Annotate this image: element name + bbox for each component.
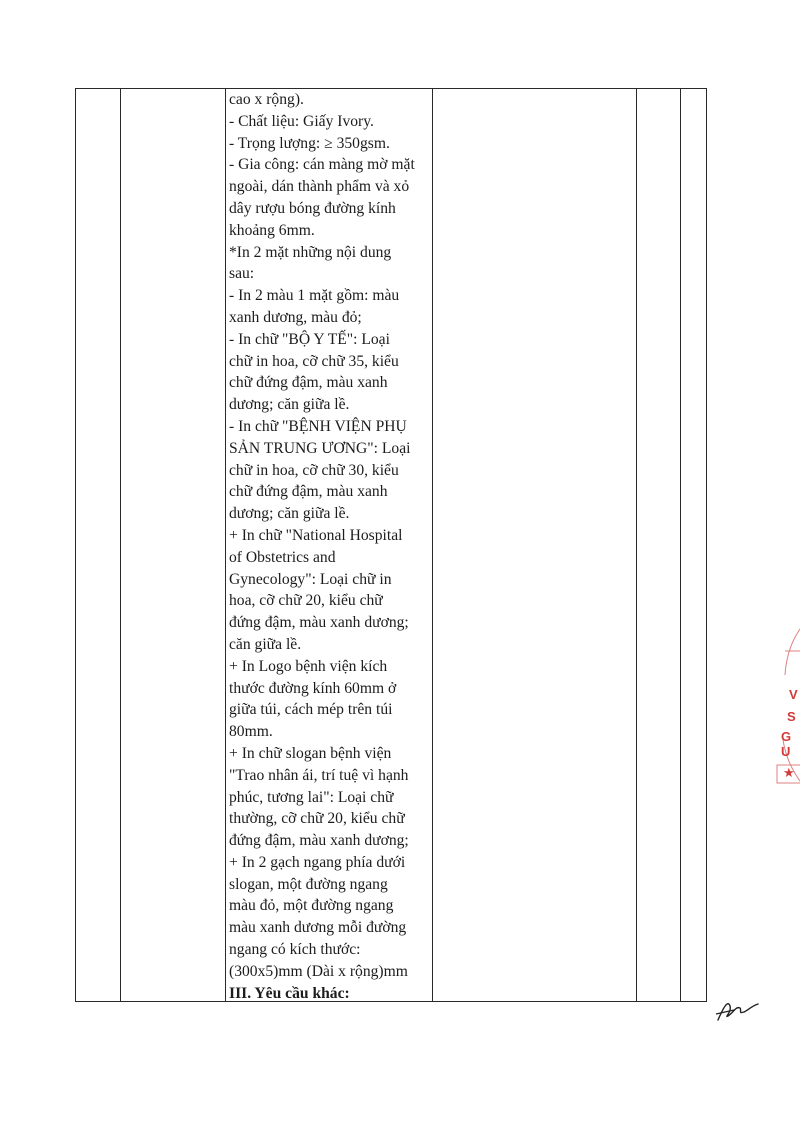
stamp-text: S: [787, 709, 796, 724]
requirement-line: chữ in hoa, cỡ chữ 35, kiểu: [229, 352, 399, 370]
stamp-text: G U: [781, 729, 792, 759]
requirement-line: thường, cỡ chữ 20, kiểu chữ: [229, 810, 405, 828]
requirement-line: giữa túi, cách mép trên túi: [229, 701, 393, 719]
requirement-line: ngoài, dán thành phẩm và xỏ: [229, 178, 410, 196]
column-divider: [225, 89, 226, 1001]
requirement-line: dương; căn giữa lề.: [229, 505, 350, 523]
initials-signature: [714, 996, 762, 1024]
requirement-line: chữ in hoa, cỡ chữ 30, kiểu: [229, 461, 399, 479]
column-divider: [636, 89, 637, 1001]
requirement-line: *In 2 mặt những nội dung: [229, 243, 392, 261]
requirement-line: + In Logo bệnh viện kích: [229, 657, 388, 675]
requirement-line: đứng đậm, màu xanh dương;: [229, 832, 409, 850]
requirement-line: xanh dương, màu đỏ;: [229, 308, 362, 326]
technical-requirements-cell: [229, 89, 434, 1004]
requirement-line: - Trọng lượng: ≥ 350gsm.: [229, 134, 390, 152]
requirement-line: căn giữa lề.: [229, 635, 302, 653]
requirement-line: cao x rộng).: [229, 91, 304, 108]
requirement-line: slogan, một đường ngang: [229, 875, 388, 893]
requirement-line: "Trao nhân ái, trí tuệ vì hạnh: [229, 766, 409, 784]
requirement-line: dương; căn giữa lề.: [229, 396, 350, 414]
requirement-line: đứng đậm, màu xanh dương;: [229, 614, 409, 632]
column-divider: [120, 89, 121, 1001]
requirement-line: ngang có kích thước:: [229, 941, 361, 959]
column-divider: [680, 89, 681, 1001]
requirement-line: Gynecology": Loại chữ in: [229, 570, 392, 588]
requirement-line: - Chất liệu: Giấy Ivory.: [229, 112, 374, 130]
stamp-text: V: [789, 687, 798, 702]
requirement-line: - In chữ "BỆNH VIỆN PHỤ: [229, 417, 407, 435]
requirement-line: sau:: [229, 265, 255, 283]
requirement-line: SẢN TRUNG ƯƠNG": Loại: [229, 439, 411, 457]
requirement-line: phúc, tương lai": Loại chữ: [229, 788, 394, 806]
requirement-line: hoa, cỡ chữ 20, kiểu chữ: [229, 592, 383, 610]
red-stamp-fragment: [773, 615, 800, 795]
requirement-line: màu xanh dương mỗi đường: [229, 919, 407, 937]
requirement-line: of Obstetrics and: [229, 548, 336, 566]
requirement-line: + In chữ slogan bệnh viện: [229, 744, 392, 762]
requirement-line: thước đường kính 60mm ở: [229, 679, 397, 697]
requirement-line: 80mm.: [229, 723, 273, 741]
section-heading: III. Yêu cầu khác:: [229, 984, 350, 1002]
requirement-line: - In 2 màu 1 mặt gồm: màu: [229, 287, 400, 305]
requirement-line: - Gia công: cán màng mờ mặt: [229, 156, 415, 174]
spec-table: [75, 88, 707, 1002]
requirement-line: màu đỏ, một đường ngang: [229, 897, 394, 915]
requirement-line: chữ đứng đậm, màu xanh: [229, 374, 388, 392]
requirement-line: + In 2 gạch ngang phía dưới: [229, 853, 406, 871]
requirement-line: (300x5)mm (Dài x rộng)mm: [229, 962, 408, 980]
requirement-line: khoảng 6mm.: [229, 221, 315, 239]
requirement-line: + In chữ "National Hospital: [229, 526, 403, 544]
requirement-line: dây rượu bóng đường kính: [229, 199, 396, 217]
requirement-line: - In chữ "BỘ Y TẾ": Loại: [229, 330, 390, 348]
stamp-star-icon: ★: [783, 765, 795, 780]
requirement-line: chữ đứng đậm, màu xanh: [229, 483, 388, 501]
